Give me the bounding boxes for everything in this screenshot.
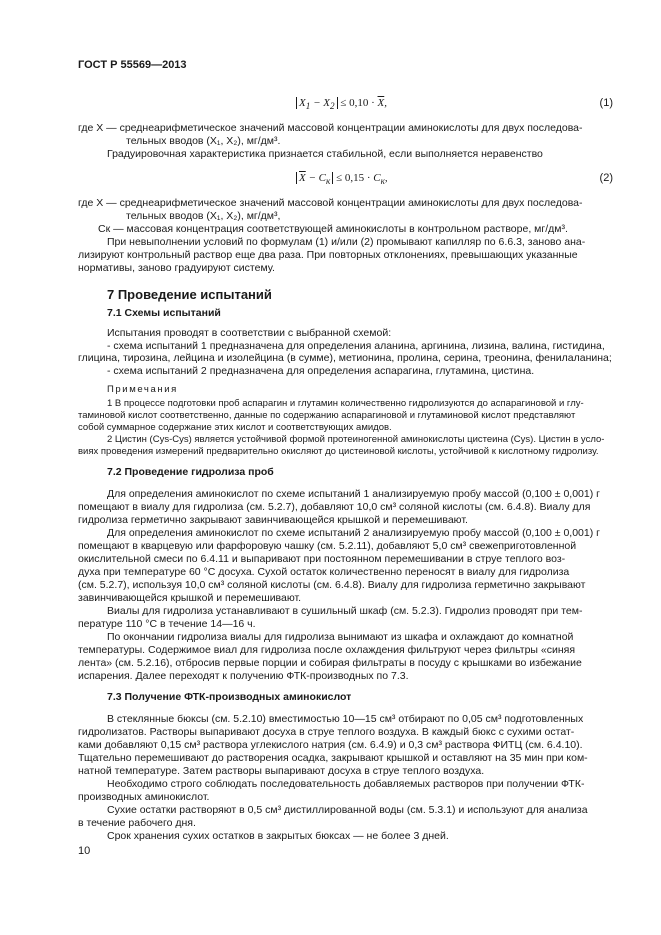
notes-title: Примечания: [107, 384, 178, 395]
where-line-2: тельных вводов (X₁, X₂), мг/дм³.: [126, 135, 281, 147]
section-7-1-title: 7.1 Схемы испытаний: [107, 307, 221, 319]
document-header: ГОСТ Р 55569—2013: [78, 59, 187, 71]
s71-line-4: - схема испытаний 2 предназначена для определения аспарагина, глутамина, цистина.: [107, 365, 535, 377]
s72-p4-line: По окончании гидролиза виалы для гидролиза вынимают из шкафа и охлаждают до комнатной: [107, 631, 574, 643]
section-7-title: 7 Проведение испытаний: [107, 287, 272, 302]
s72-p2-line: (см. 5.2.7), используя 10,0 см³ соляной кислоты (см. 6.4.8). Виалу для гидролиза герметично закрывают: [78, 579, 586, 591]
formula-1: $X_1 - X_2 \le 0,10 \cdot \overline{X}$,: [296, 97, 387, 111]
s71-line-3: глицина, тирозина, лейцина и изолейцина (в сумме), метионина, пролина, серина, треонина, фенилаланина;: [78, 352, 612, 364]
para-line-2: лизируют контрольный раствор еще два раза. При повторных отклонениях, превышающих указанные: [78, 249, 578, 261]
s72-p4-line: испарения. Далее переходят к получению ФТК-производных по 7.3.: [78, 670, 409, 682]
s72-p1-line: помещают в виалу для гидролиза (см. 5.2.7), добавляют 10,0 см³ соляной кислоты (см. 6.4.8). Виалу для: [78, 501, 591, 513]
note-2-line-2: виях проведения измерений предварительно окисляют до цистеиновой кислоты, устойчивой к кислотному гидролизу.: [78, 446, 599, 457]
s73-p1-line: гидролизатов. Растворы выпаривают досуха в струе теплого воздуха. В каждый бюкс с сухими остат-: [78, 726, 575, 738]
s72-p4-line: лента» (см. 5.2.16), отбросив первые порции и собирая фильтраты в посуду с крышками во избежание: [78, 657, 582, 669]
note-1-line-1: 1 В процессе подготовки проб аспарагин и глутамин количественно гидролизуются до аспарагиновой и глу-: [107, 398, 584, 409]
section-7-3-title: 7.3 Получение ФТК-производных аминокислот: [107, 691, 352, 703]
s71-line-1: Испытания проводят в соответствии с выбранной схемой:: [107, 327, 392, 339]
formula-1-number: (1): [599, 97, 613, 109]
s73-p1-line: ками добавляют 0,15 см³ раствора углекислого натрия (см. 6.4.9) и 0,3 см³ раствора ФИТЦ (см. 6.4.10).: [78, 739, 583, 751]
formula-2-number: (2): [599, 172, 613, 184]
formula-2: $\overline{X} - C_к \le 0,15 \cdot C_к$,: [296, 172, 388, 186]
s73-p3-line: в течение рабочего дня.: [78, 817, 196, 829]
s72-p2-line: помещают в кварцевую или фарфоровую чашку (см. 5.2.11), добавляют 5,0 см³ свежеприготовленной: [78, 540, 577, 552]
stability-line: Градуировочная характеристика признается стабильной, если выполняется неравенство: [107, 148, 543, 160]
where2-line-2: тельных вводов (X₁, X₂), мг/дм³,: [126, 210, 281, 222]
s73-p1-line: натной температуре. Затем растворы выпаривают досуха в струе теплого воздуха.: [78, 765, 485, 777]
where2-line-3: Cк — массовая концентрация соответствующей аминокислоты в контрольном растворе, мг/дм³.: [98, 223, 568, 235]
note-2-line-1: 2 Цистин (Cys-Cys) является устойчивой формой протеиногенной аминокислоты цистеина (Cys). Цистин в усло-: [107, 434, 605, 445]
s72-p3-line: пературе 110 °С в течение 14—16 ч.: [78, 618, 256, 630]
note-1-line-3: собой суммарное содержание этих кислот и соответствующих амидов.: [78, 422, 392, 433]
para-line-1: При невыполнении условий по формулам (1) и/или (2) промывают капилляр по 6.6.3, заново ана-: [107, 236, 586, 248]
s73-p2-line: производных аминокислот.: [78, 791, 210, 803]
s72-p4-line: температуры. Содержимое виал для гидролиза после охлаждения фильтруют через фильтры «синяя: [78, 644, 576, 656]
section-7-2-title: 7.2 Проведение гидролиза проб: [107, 466, 274, 478]
s72-p1-line: гидролиза герметично закрывают завинчивающейся крышкой и перемешивают.: [78, 514, 468, 526]
s73-p4-line: Срок хранения сухих остатков в закрытых бюксах — не более 3 дней.: [107, 830, 449, 842]
s73-p1-line: Тщательно перемешивают до растворения осадка, закрывают крышкой и оставляют на 35 мин при ком-: [78, 752, 588, 764]
s72-p2-line: окислительной смеси по 6.4.11 и выпаривают при постоянном перемешивании в струе теплого воз-: [78, 553, 566, 565]
s72-p2-line: завинчивающейся крышкой и перемешивают.: [78, 592, 302, 604]
s72-p3-line: Виалы для гидролиза устанавливают в сушильный шкаф (см. 5.2.3). Гидролиз проводят при тем-: [107, 605, 583, 617]
s73-p2-line: Необходимо строго соблюдать последовательность добавляемых растворов при получении ФТК-: [107, 778, 585, 790]
para-line-3: нормативы, заново градуируют систему.: [78, 262, 275, 274]
s71-line-2: - схема испытаний 1 предназначена для определения аланина, аргинина, лизина, валина, гистидина,: [107, 340, 605, 352]
page-number: 10: [78, 845, 91, 857]
s72-p2-line: духа при температуре 60 °С досуха. Сухой остаток количественно переносят в виалу для гидролиза: [78, 566, 570, 578]
s72-p2-line: Для определения аминокислот по схеме испытаний 2 анализируемую пробу массой (0,100 ± 0,001) г: [107, 527, 600, 539]
s73-p3-line: Сухие остатки растворяют в 0,5 см³ дистиллированной воды (см. 5.3.1) и используют для анализа: [107, 804, 588, 816]
s72-p1-line: Для определения аминокислот по схеме испытаний 1 анализируемую пробу массой (0,100 ± 0,001) г: [107, 488, 600, 500]
s73-p1-line: В стеклянные бюксы (см. 5.2.10) вместимостью 10—15 см³ отбирают по 0,05 см³ подготовленных: [107, 713, 584, 725]
where-line-1: где X — среднеарифметическое значений массовой концентрации аминокислоты для двух последова-: [78, 122, 583, 134]
where2-line-1: где X — среднеарифметическое значений массовой концентрации аминокислоты для двух последова-: [78, 197, 583, 209]
note-1-line-2: таминовой кислот соответственно, данные по содержанию аспарагиновой и глутаминовой кислот представляют: [78, 410, 576, 421]
